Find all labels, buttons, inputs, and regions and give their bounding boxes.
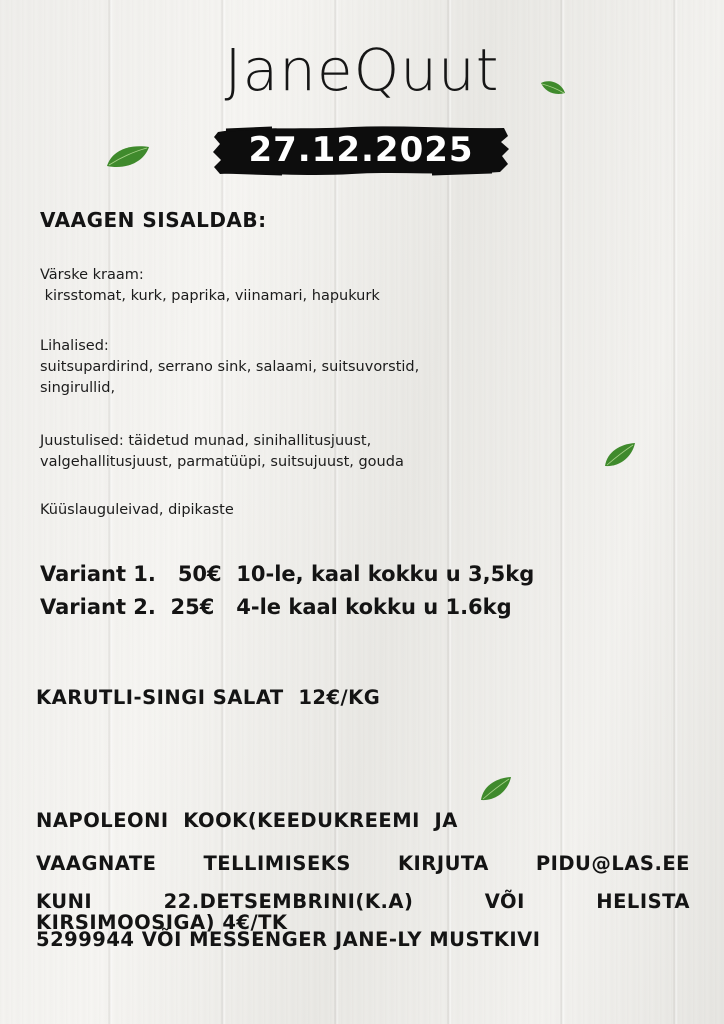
platter-title: VAAGEN SISALDAB: bbox=[40, 208, 267, 232]
variant-2: Variant 2. 25€ 4-le kaal kokku u 1.6kg bbox=[40, 595, 512, 619]
cheese-line2: valgehallitusjuust, parmatüüpi, suitsujuust, gouda bbox=[40, 454, 404, 470]
cake-line2: KIRSIMOOSIGA) 4€/TK bbox=[36, 911, 288, 934]
leaf-icon bbox=[480, 776, 512, 802]
variant-1: Variant 1. 50€ 10-le, kaal kokku u 3,5kg bbox=[40, 562, 535, 586]
extras-section bbox=[40, 500, 600, 521]
fresh-label: Värske kraam: bbox=[40, 267, 144, 283]
order-line2: KUNI 22.DETSEMBRINI(K.A) VÕI HELISTA bbox=[36, 890, 690, 913]
fresh-items: kirsstomat, kurk, paprika, viinamari, hapukurk bbox=[40, 288, 380, 304]
leaf-icon bbox=[106, 144, 150, 170]
leaf-icon bbox=[604, 442, 636, 468]
cheese-line1: Juustulised: täidetud munad, sinihallitusjuust, bbox=[40, 433, 372, 449]
brand-logo: JaneQuut bbox=[224, 36, 500, 104]
order-line3: 5299944 VÕI MESSENGER JANE-LY MUSTKIVI bbox=[36, 928, 541, 951]
salad-offer: KARUTLI-SINGI SALAT 12€/KG bbox=[36, 686, 381, 709]
meat-items-line1: suitsupardirind, serrano sink, salaami, suitsuvorstid, bbox=[40, 359, 420, 375]
leaf-icon bbox=[540, 80, 566, 96]
fresh-produce-section bbox=[40, 265, 600, 307]
meat-label: Lihalised: bbox=[40, 338, 109, 354]
date-banner bbox=[212, 122, 510, 178]
order-line1: VAAGNATE TELLIMISEKS KIRJUTA PIDU@LAS.EE bbox=[36, 852, 690, 875]
cake-line1: NAPOLEONI KOOK(KEEDUKREEMI JA bbox=[36, 809, 458, 832]
order-info bbox=[36, 845, 690, 959]
meat-section bbox=[40, 336, 600, 399]
event-date: 27.12.2025 bbox=[248, 130, 474, 170]
extras-items: Küüslauguleivad, dipikaste bbox=[40, 502, 234, 518]
cheese-section bbox=[40, 431, 600, 473]
meat-items-line2: singirullid, bbox=[40, 380, 116, 396]
